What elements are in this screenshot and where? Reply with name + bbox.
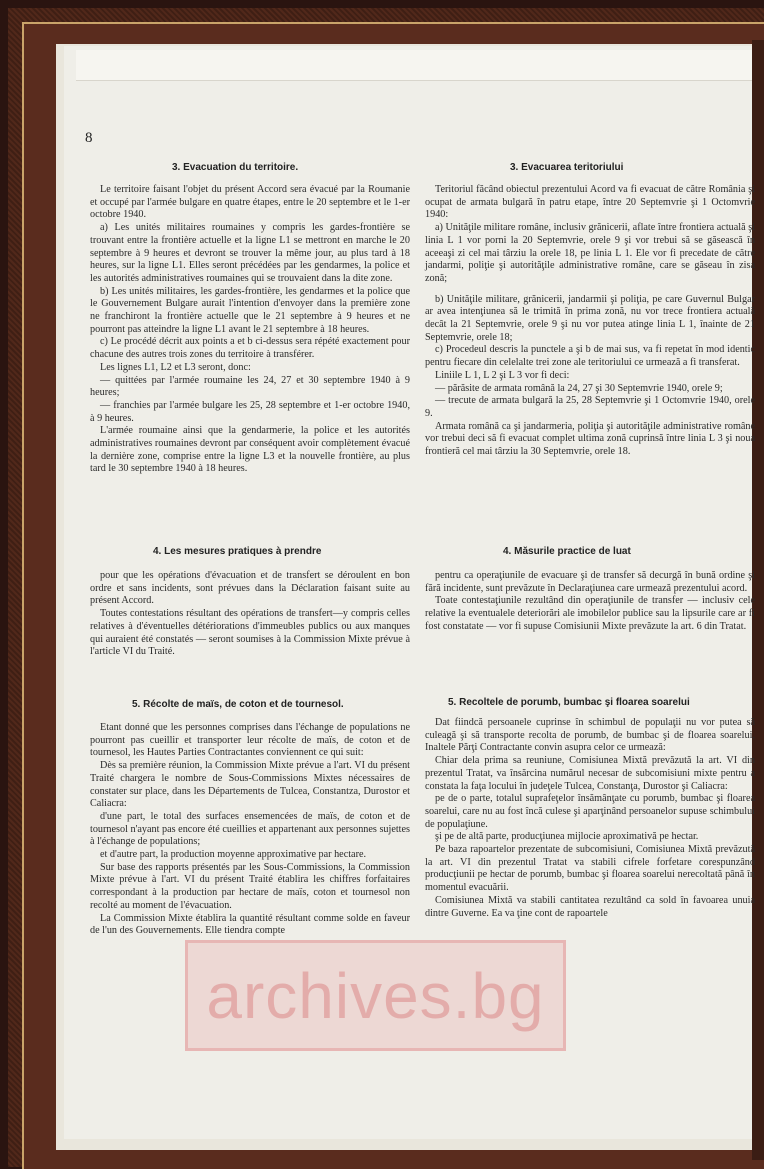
paragraph: d'une part, le total des surfaces ensemencées de maïs, de coton et de tournesol n'ayant pas encore été cueillies et appartenant aux personnes sujettes à l'échange de populations; [90, 810, 410, 848]
paragraph: pentru ca operaţiunile de evacuare şi de transfer să decurgă în bună ordine şi fără incidente, sunt prevăzute în Declaraţiunea care urmează prezentului acord. [425, 570, 755, 594]
section-5-text-fr [90, 722, 410, 938]
paragraph: et d'autre part, la production moyenne approximative par hectare. [100, 849, 367, 861]
paragraph: şi pe de altă parte, producţiunea mijlocie aproximativă pe hectar. [435, 831, 699, 843]
paragraph: Teritoriul făcând obiectul prezentului Acord va fi evacuat de către România şi ocupat de armata bulgară în patru etape, între 20 Septemvrie şi 1 Octomvrie 1940: [425, 184, 755, 221]
section-4-text-ro [425, 570, 755, 634]
paragraph: Chiar dela prima sa reuniune, Comisiunea Mixtă prevăzută la art. VI din prezentul Tratat, va însărcina numărul necesar de subcomisiuni mixte pentru a constata la faţa locului în judeţele Tulcea, Constanţa, Durostor şi Caliacra: [425, 755, 755, 792]
paragraph: a) Les unités militaires roumaines y compris les gardes-frontière se trouvant entre la frontière actuelle et la ligne L1 se mettront en marche le 20 septembre à 9 heures et devront se trouver la même jour, au plus tard à 18 heures, sur la ligne L1. Elles seront précédées par les gendarmes, la police et les autorités administratives roumaines qui se trouvaient dans la dite zone. [90, 222, 410, 284]
paragraph: La Commission Mixte établira la quantité résultant comme solde en faveur de l'un des Gouvernements. Elle tiendra compte [90, 912, 410, 937]
paragraph: c) Procedeul descris la punctele a şi b de mai sus, va fi repetat în mod identic pentru fiecare din celelalte trei zone ale teritoriului ce urmează a fi transferat. [425, 344, 755, 369]
paragraph: b) Les unités militaires, les gardes-frontière, les gendarmes et la police que le Gouvernement Bulgare aurait l'intention d'envoyer dans la première zone ne franchiront la frontière actuelle que le 21 septembre à 9 heures et ne pourront pas atteindre la ligne L1 avant le 21 septembre à 18 heures. [90, 285, 410, 335]
paragraph: a) Unităţile militare române, inclusiv grănicerii, aflate între frontiera actuală şi linia L 1 vor porni la 20 Septemvrie, orele 9 şi vor trebui să se găsească în aceeaşi zi cel mai târziu la orele 18, pe linia L 1. Ele vor fi precedate de către jandarmi, poliţie şi autorităţile administrative române, care se găseau în zisa zonă; [425, 222, 755, 284]
paragraph: Armata română ca şi jandarmeria, poliţia şi autorităţile administrative române vor trebui deci să fi evacuat complet ultima zonă cuprinsă între linia L 3 şi noua frontieră cel mai târziu la 30 Septemvrie, orele 18. [425, 420, 755, 458]
paragraph: c) Le procédé décrit aux points a et b ci-dessus sera répété exactement pour chacune des autres trois zones du territoire à transférer. [90, 336, 410, 361]
paragraph: Etant donné que les personnes comprises dans l'échange de populations ne pourront pas cueillir et transporter leur récolte de maïs, de coton et de tournesol, les Hautes Parties Contractantes conviennent ce qui suit: [90, 722, 410, 759]
paragraph: L'armée roumaine ainsi que la gendarmerie, la police et les autorités administratives roumaines devront par conséquent avoir complètement évacué la dernière zone, comprise entre la ligne L3 et la nouvelle frontière, au plus tard le 30 septembre 1940 à 18 heures. [90, 425, 410, 475]
paragraph: — franchies par l'armée bulgare les 25, 28 septembre et 1-er octobre 1940, à 9 heures. [90, 399, 410, 424]
paragraph: Sur base des rapports présentés par les Sous-Commissions, la Commission Mixte prévue à l'art. VI du présent Traité établira les chiffres forfaitaires correspondant à la production par hectare de maïs, coton et tournesol non recolté au moment de l'évacuation. [90, 861, 410, 911]
section-5-title-fr: 5. Récolte de maïs, de coton et de tournesol. [132, 699, 344, 710]
paragraph: b) Unităţile militare, grănicerii, jandarmii şi poliţia, pe care Guvernul Bulgar ar avea intenţiunea să le trimită în prima zonă, nu vor trece frontiera actuală decât la 21 Septemvrie, orele 9 şi nu vor putea atinge linia L 1, înainte de 21 Septemvrie, orele 18; [425, 293, 755, 343]
paragraph: — trecute de armata bulgară la 25, 28 Septemvrie şi 1 Octomvrie 1940, orele 9. [425, 395, 755, 419]
section-4-title-fr: 4. Les mesures pratiques à prendre [153, 546, 322, 557]
archives-watermark [185, 940, 566, 1051]
section-4-text-fr [90, 570, 410, 659]
paragraph: Liniile L 1, L 2 şi L 3 vor fi deci: [435, 369, 570, 381]
paragraph: pour que les opérations d'évacuation et de transfert se déroulent en bon ordre et sans incidents, sont prévues dans la Déclaration faisant suite au présent Accord. [90, 570, 410, 607]
paragraph: Les lignes L1, L2 et L3 seront, donc: [100, 361, 251, 373]
paragraph: Toate contestaţiunile rezultând din operaţiunile de transfer — inclusiv cele relative la eventualele deteriorări ale imobilelor publice sau la lipsurile care ar fi fost constatate — vor fi supuse Comisiunii Mixte prevăzute la art. 6 din Tratat. [425, 595, 755, 632]
paragraph: — quittées par l'armée roumaine les 24, 27 et 30 septembre 1940 à 9 heures; [90, 374, 410, 399]
section-5-text-ro [425, 717, 755, 920]
paragraph: Toutes contestations résultant des opérations de transfert—y compris celles relatives à d'éventuelles détériorations d'immeubles publics ou aux manques qui auraient été constatés — seront soumises à la Commission Mixte prévue à l'article VI du Traité. [90, 608, 410, 658]
section-3-text-ro [425, 184, 755, 459]
sheet-top-strip [76, 50, 764, 81]
watermark-text: archives.bg [206, 959, 545, 1032]
paragraph: Comisiunea Mixtă va stabili cantitatea rezultând ca sold în favoarea unuia dintre Guverne. Ea va ţine cont de rapoartele [425, 894, 755, 919]
paragraph: Pe baza rapoartelor prezentate de subcomisiuni, Comisiunea Mixtă prevăzută la art. VI din prezentul Tratat va stabili cifrele forfetare corespunzând producţiunii pe hectar de porumb, bumbac şi floarea soarelui nerecoltată până în momentul evacuării. [425, 844, 755, 894]
section-4-title-ro: 4. Măsurile practice de luat [503, 546, 631, 557]
paragraph: — părăsite de armata română la 24, 27 şi 30 Septemvrie 1940, orele 9; [435, 382, 723, 394]
section-3-text-fr [90, 184, 410, 476]
page-number: 8 [85, 130, 93, 146]
section-5-title-ro: 5. Recoltele de porumb, bumbac şi floarea soarelui [448, 697, 690, 708]
paragraph: Dès sa première réunion, la Commission Mixte prévue a l'art. VI du présent Traité chargera le nombre de Sous-Commissions Mixtes nécessaires de constater sur place, dans les Départements de Tulcea, Constantza, Durostor et Caliacra: [90, 760, 410, 810]
section-3-title-fr: 3. Evacuation du territoire. [172, 162, 299, 173]
paragraph: Le territoire faisant l'objet du présent Accord sera évacué par la Roumanie et occupé par l'armée bulgare en quatre étapes, entre le 20 septembre et le 1-er octobre 1940. [90, 184, 410, 221]
paragraph: Dat fiindcă persoanele cuprinse în schimbul de populaţii nu vor putea să culeagă şi să transporte recolta de porumb, de bumbac şi de floarea soarelui, Inaltele Părţi Contractante convin asupra celor ce urmează: [425, 717, 755, 754]
section-3-title-ro: 3. Evacuarea teritoriului [510, 162, 624, 173]
paragraph: pe de o parte, totalul suprafeţelor însămânţate cu porumb, bumbac şi floarea soarelui, care nu au fost încă culese şi aparţinând persoanelor supuse schimbului de populaţiune. [425, 793, 755, 830]
